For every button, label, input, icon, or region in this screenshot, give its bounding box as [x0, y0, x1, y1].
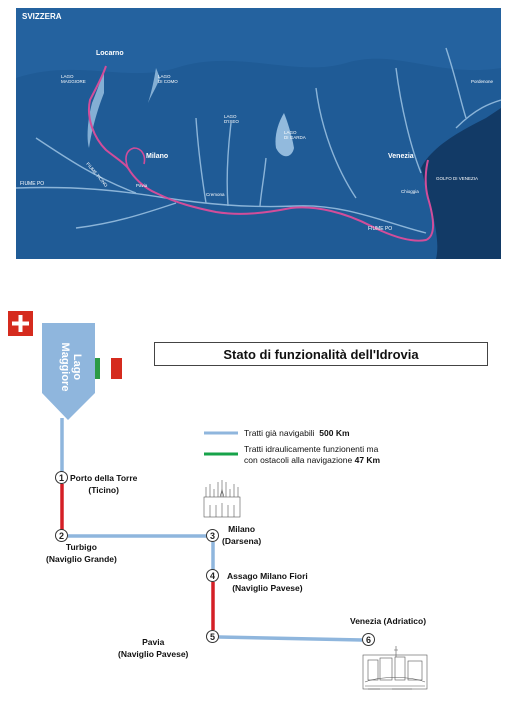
- place-pordenone: Pordenone: [471, 79, 494, 84]
- place-venezia: Venezia: [388, 153, 414, 160]
- place-pavia: Pavia: [136, 183, 148, 188]
- lake-label-text: Lago Maggiore: [59, 342, 83, 392]
- place-fiume-po-west: FIUME PO: [20, 181, 45, 187]
- place-fiume-po-east: FIUME PO: [368, 226, 393, 232]
- place-golfo: GOLFO DI VENEZIA: [436, 176, 479, 181]
- place-chioggia: Chioggia: [401, 189, 419, 194]
- country-label: SVIZZERA: [22, 12, 62, 21]
- legend-obstacle-value: 47 Km: [354, 455, 381, 465]
- stop-4-name: Assago Milano Fiori: [227, 571, 308, 581]
- stop-label-3: [222, 523, 261, 547]
- diagram-title: Stato di funzionalità dell'Idrovia: [154, 342, 488, 366]
- stop-number-1: 1: [55, 471, 68, 484]
- place-cremona: Cremona: [206, 192, 225, 197]
- place-lago-iseo: LAGO D'ISEO: [224, 114, 239, 124]
- legend-navigable-text: Tratti già navigabili: [244, 428, 315, 438]
- place-milano: Milano: [146, 153, 169, 160]
- stop-2-name: Turbigo: [65, 542, 97, 552]
- legend-navigable: [244, 428, 350, 439]
- stop-label-1: [70, 472, 137, 496]
- place-lago-como: LAGO DI COMO: [158, 74, 178, 84]
- legend-obstacle-line2: con ostacoli alla navigazione: [244, 455, 353, 465]
- legend-obstacle-line2-wrap: [244, 455, 380, 466]
- milan-cathedral-icon: [204, 480, 240, 517]
- stop-3-name: Milano: [228, 524, 256, 534]
- stop-number-4: 4: [206, 569, 219, 582]
- stop-label-5: [118, 636, 188, 660]
- place-locarno: Locarno: [96, 50, 124, 57]
- stop-2-sub: (Naviglio Grande): [46, 554, 117, 564]
- stop-number-5: 5: [206, 630, 219, 643]
- legend-navigable-value: 500 Km: [319, 428, 350, 438]
- waterway-map: [16, 8, 501, 259]
- legend-obstacle-line1: Tratti idraulicamente funzionenti ma: [244, 444, 379, 454]
- stop-label-2: [46, 541, 117, 565]
- stop-3-sub: (Darsena): [222, 536, 262, 546]
- stop-1-sub: (Ticino): [88, 485, 119, 495]
- stop-6-name: Venezia (Adriatico): [350, 616, 427, 626]
- stop-4-sub: (Naviglio Pavese): [232, 583, 303, 593]
- swiss-flag-icon: [8, 311, 33, 336]
- place-lago-garda: LAGO DI GARDA: [284, 130, 306, 140]
- legend-obstacle: [244, 444, 380, 466]
- place-lago-maggiore: LAGO MAGGIORE: [61, 74, 86, 84]
- stop-label-6: [350, 615, 426, 627]
- lake-label: [49, 333, 89, 393]
- stop-number-2: 2: [55, 529, 68, 542]
- stop-5-sub: (Naviglio Pavese): [118, 649, 189, 659]
- stop-1-name: Porto della Torre: [70, 473, 138, 483]
- venice-canal-icon: [363, 646, 427, 689]
- segment-5-6: [219, 637, 362, 640]
- stop-number-3: 3: [206, 529, 219, 542]
- stop-5-name: Pavia: [142, 637, 165, 647]
- place-fiume-ticino: FIUME TICINO: [85, 161, 109, 188]
- stop-label-4: [227, 570, 308, 594]
- stop-number-6: 6: [362, 633, 375, 646]
